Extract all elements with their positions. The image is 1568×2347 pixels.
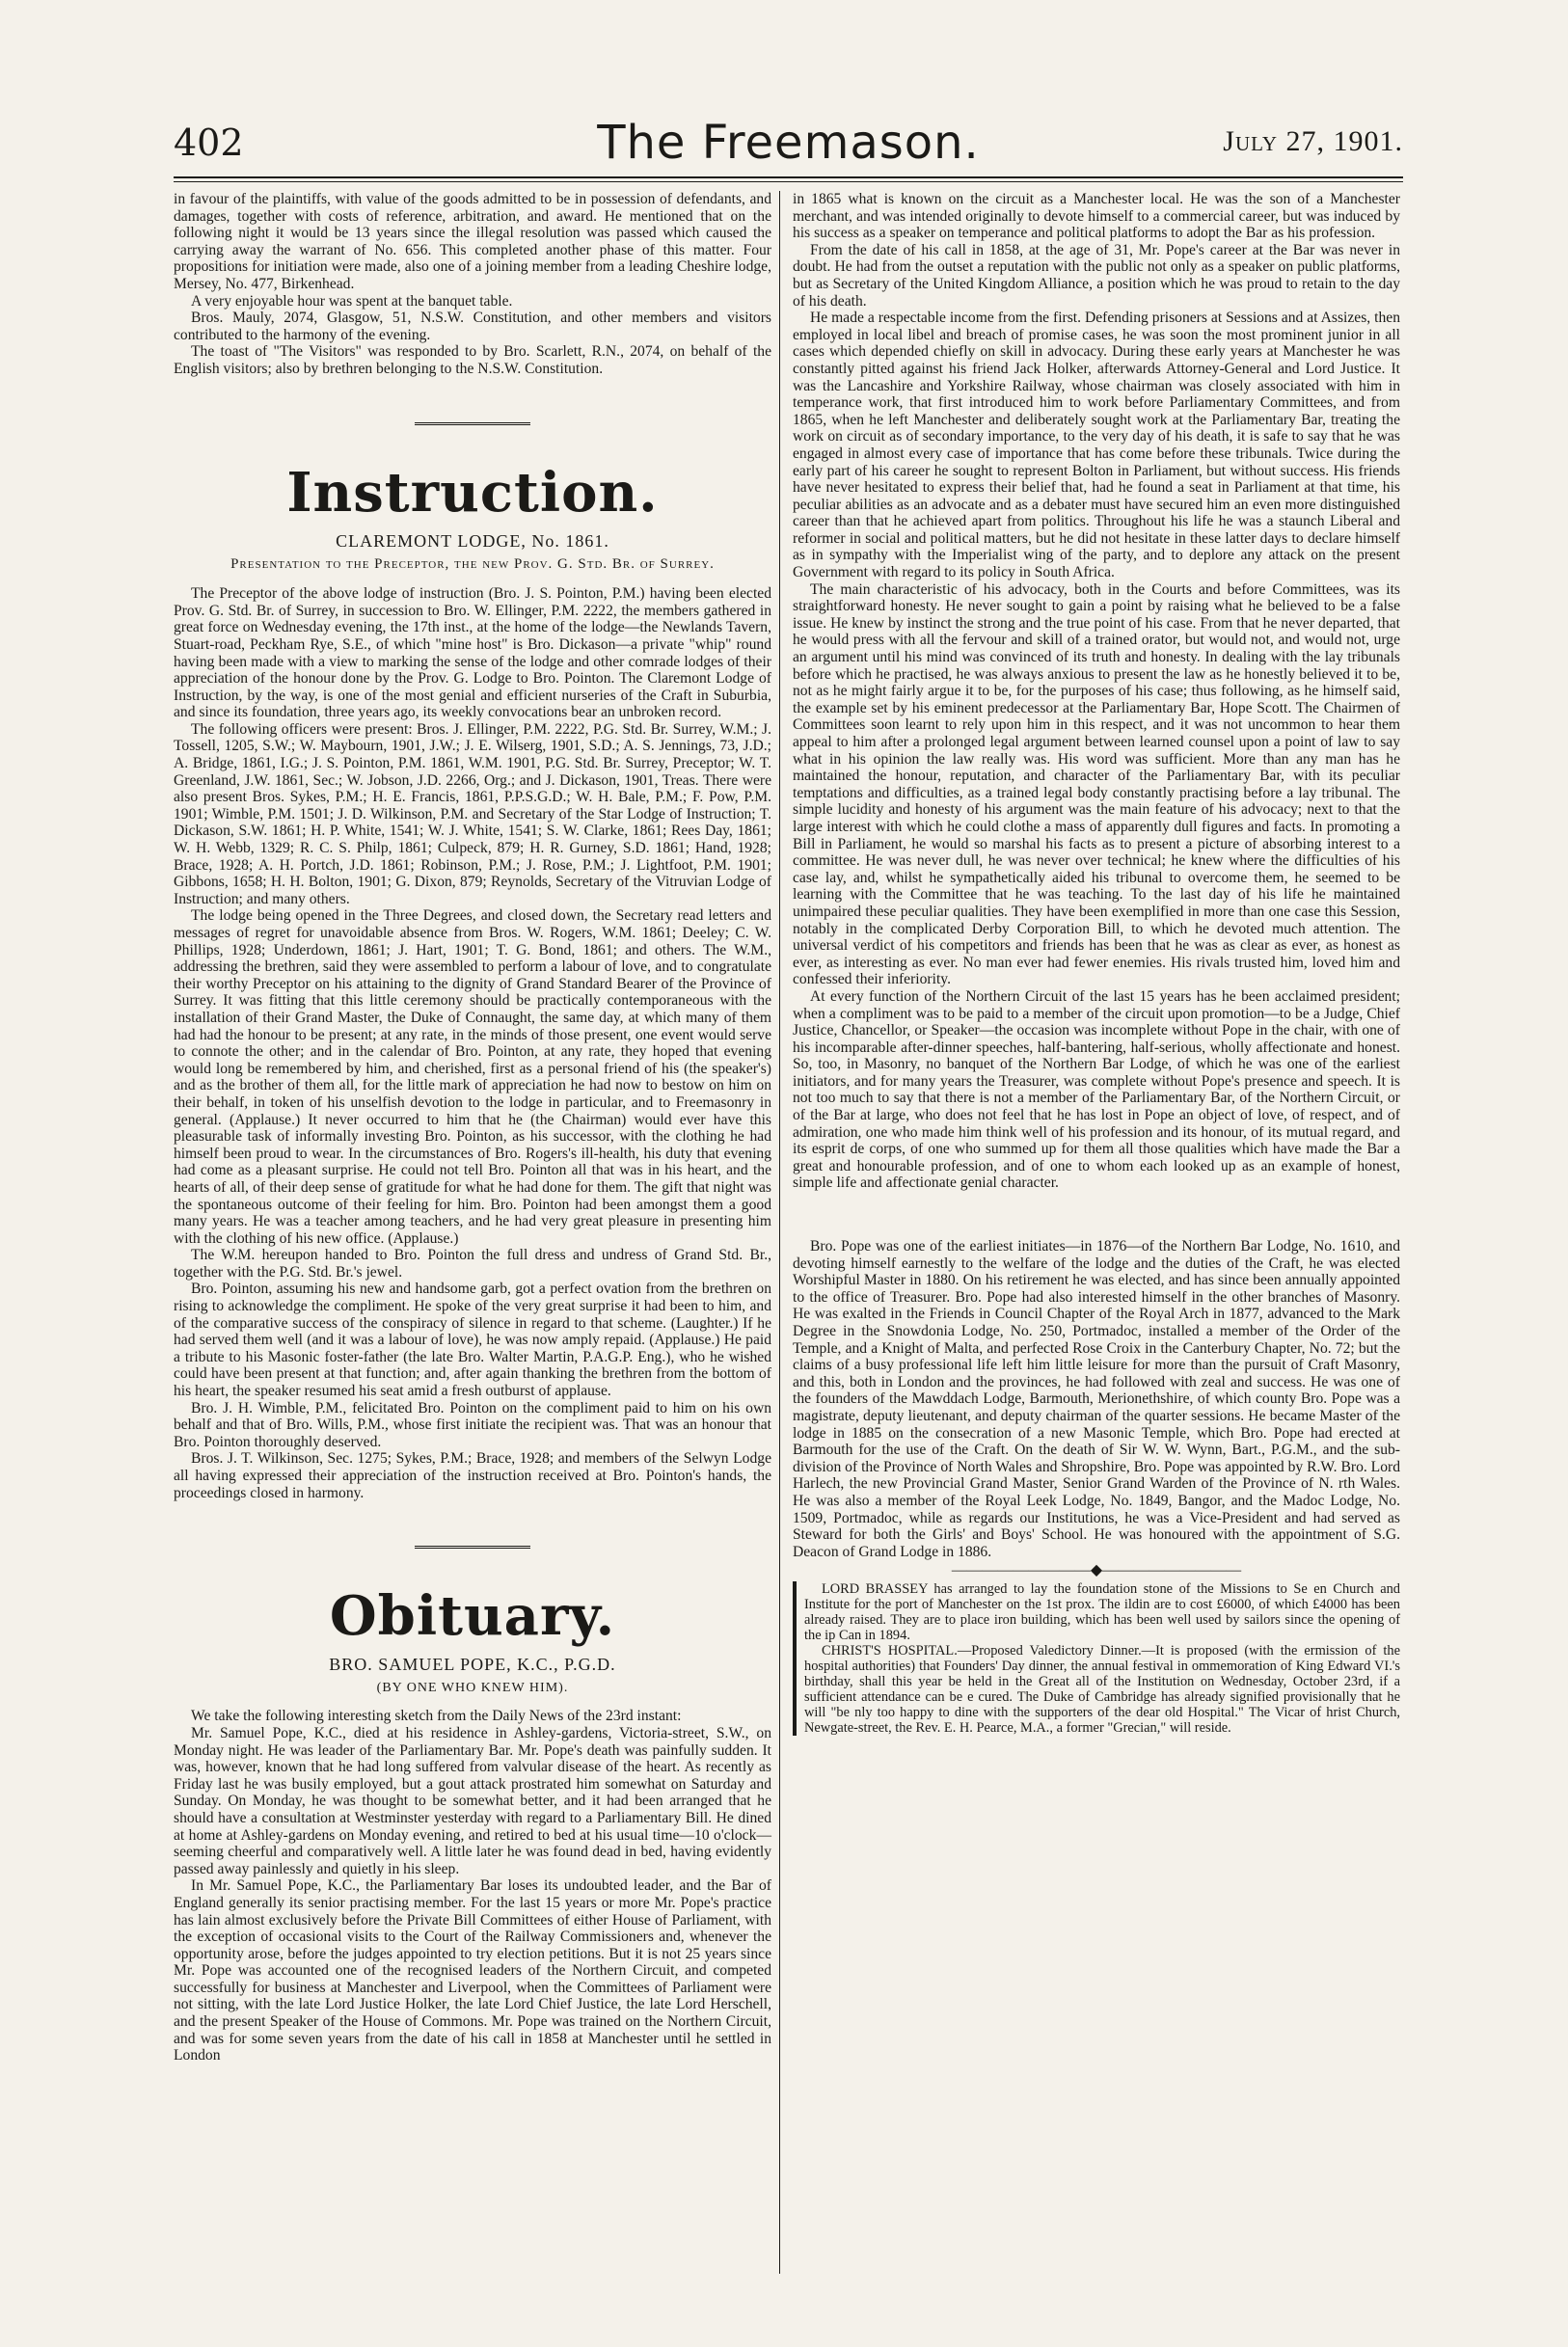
ornament-divider: —————————◆————————— xyxy=(951,1562,1242,1579)
presentation-line: Presentation to the Preceptor, the new Prov. G. Std. Br. of Surrey. xyxy=(230,556,715,573)
notice-paragraph: LORD BRASSEY has arranged to lay the foundation stone of the Missions to Se en Church and Institute for the port of Manchester on the 1st prox. The ildin are to cost £6000, of which £4000 has been already raised. They are to place iron building, which has been well used by sailors since the opening of the ip Can in 1894. xyxy=(804,1580,1400,1643)
paragraph: From the date of his call in 1858, at the age of 31, Mr. Pope's career at the Bar was never in doubt. He had from the outset a reputation with the public not only as a speaker on public platforms, but as Secretary of the United Kingdom Alliance, a position which he was proud to retain to the day of his death. xyxy=(793,241,1400,310)
paragraph: The toast of "The Visitors" was responded to by Bro. Scarlett, R.N., 2074, on behalf of the English visitors; also by brethren belonging to the N.S.W. Constitution. xyxy=(174,343,771,377)
paragraph: A very enjoyable hour was spent at the banquet table. xyxy=(191,292,513,310)
paragraph: Bros. Mauly, 2074, Glasgow, 51, N.S.W. Constitution, and other members and visitors contributed to the harmony of the evening. xyxy=(174,310,771,343)
paragraph: in 1865 what is known on the circuit as a Manchester local. He was the son of a Manchester merchant, and was intended originally to devote himself to a commercial career, but was induced by his success as a speaker on temperance and political platforms to adopt the Bar as his profession. xyxy=(793,191,1400,242)
right-column xyxy=(793,191,1400,1736)
header-rule-thin xyxy=(174,181,1403,182)
column-divider xyxy=(779,191,780,2274)
lodge-line: CLAREMONT LODGE, No. 1861. xyxy=(336,530,609,551)
header-rule xyxy=(174,176,1403,178)
paragraph: Bro. J. H. Wimble, P.M., felicitated Bro. Pointon on the compliment paid to him on his own behalf and that of Bro. Wills, P.M., whose first initiate the recipient was. That was an honour that Bro. Pointon thoroughly deserved. xyxy=(174,1399,771,1450)
page-header xyxy=(174,114,1403,172)
paragraph: Bro. Pointon, assuming his new and handsome garb, got a perfect ovation from the brethren on rising to acknowledge the compliment. He spoke of the very great surprise it had been to him, and of the comparative success of the conspiracy of silence in regard to that scheme. (Laughter.) If he had served them well (and it was a labour of love), he was now amply repaid. (Applause.) He paid a tribute to his Masonic foster-father (the late Bro. Walter Martin, P.A.G.P. Eng.), who he wished could have been present at that function; and, after again thanking the brethren from the bottom of his heart, the speaker resumed his seat amid a fresh outburst of applause. xyxy=(174,1281,771,1400)
paragraph: in favour of the plaintiffs, with value of the goods admitted to be in possession of defendants, and damages, together with costs of reference, arbitration, and award. He mentioned that on the following night it would be 13 years since the illegal resolution was passed which caused the carrying away the warrant of No. 656. This completed another phase of this matter. Four propositions for initiation were made, also one of a joining member from a leading Cheshire lodge, Mersey, No. 477, Birkenhead. xyxy=(174,191,771,292)
section-heading-instruction: Instruction. xyxy=(286,460,659,525)
paragraph: The main characteristic of his advocacy, both in the Courts and before Committees, was its straightforward honesty. He never sought to gain a point by raising what he believed to be a false issue. He knew by instinct the strong and the true point of his case. From that he never departed, that he would press with all the fervour and skill of a trained orator, but would not, and would not, urge an argument until his mind was convinced of its truth and honesty. In dealing with the lay tribunals before which he practised, he was always anxious to present the law as he honestly believed it to be, not as he might fairly argue it to be, for the purposes of his case; thus following, as he himself said, the example set by his eminent predecessor at the Parliamentary Bar, Hope Scott. The Chairmen of Committees soon learnt to rely upon him in this respect, and it was not uncommon to hear them appeal to him after a prolonged legal argument between learned counsel upon a point of law to say what in his opinion the law really was. His word was sufficient. More than any man has he maintained the honour, reputation, and character of the Parliamentary Bar, with its peculiar temptations and difficulties, as a trained legal body constantly practising before a lay tribunal. The simple lucidity and honesty of his argument was the main feature of his advocacy; next to that the large interest with which he could clothe a mass of apparently dull figures and facts. In promoting a Bill in Parliament, he would so marshal his facts as to present a picture of absorbing interest to a committee. He was never dull, he was never over technical; he knew where the difficulties of his case lay, and, whilst he sympathetically aided his tribunal to overcome them, he seemed to be learning with the Committee that he was teaching. To the last day of his life he maintained unimpaired these peculiar qualities. They have been exemplified in more than one case this Session, notably in the complicated Derby Corporation Bill, to which he devoted much attention. The universal verdict of his competitors and friends has been that he was as clear as ever, as honest as ever, as interesting as ever. No man ever had fewer enemies. His rivals trusted him, loved him and confessed their inferiority. xyxy=(793,580,1400,988)
paragraph: The lodge being opened in the Three Degrees, and closed down, the Secretary read letters and messages of regret for unavoidable absence from Bros. W. Rogers, W.M. 1861; Deeley; C. W. Phillips, 1928; Underdown, 1861; J. Hart, 1901; T. G. Bond, 1861; and others. The W.M., addressing the brethren, said they were assembled to perform a labour of love, and to congratulate their worthy Preceptor on his attaining to the dignity of Grand Standard Bearer of the Province of Surrey. It was fitting that this little ceremony should be practically contemporaneous with the installation of their Grand Master, the Duke of Connaught, the same day, at which many of them had had the honour to be present; at any rate, in the minds of those present, one event would serve to connote the other; and in the calendar of Bro. Pointon, at any rate, they hoped that evening would long be remembered by him, and cherished, first as a personal friend of his (the speaker's) and as the brother of them all, for the little mark of appreciation he had now to bestow on him on their behalf, in token of his unselfish devotion to the lodge in particular, and to Freemasonry in general. (Applause.) It never occurred to him that he (the Chairman) would ever have this pleasurable task of informally investing Bro. Pointon, as his successor, with the clothing he had himself been proud to wear. In the circumstances of Bro. Rogers's ill-health, his duty that evening had come as a pleasant surprise. He could not tell Bro. Pointon all that was in his heart, and the hearts of all, of their deep sense of gratitude for what he had done for them. The gift that night was the spontaneous outcome of their feeling for him. Bro. Pointon had been amongst them a good many years. He was a teacher among teachers, and he had very great pleasure in presenting him with the clothing of his new office. (Applause.) xyxy=(174,907,771,1247)
paragraph: The following officers were present: Bros. J. Ellinger, P.M. 2222, P.G. Std. Br. Surrey, W.M.; J. Tossell, 1205, S.W.; W. Maybourn, 1901, J.W.; J. E. Wilserg, 1901, S.D.; A. S. Jennings, 73, J.D.; A. Bridge, 1861, I.G.; J. S. Pointon, P.M. 1861, W.M. 1901, P.G. Std. Br. Surrey, Preceptor; W. T. Greenland, J.W. 1861, Sec.; W. Jobson, J.D. 2266, Org.; and J. Dickason, 1901, Treas. There were also present Bros. Sykes, P.M.; H. E. Francis, 1861, P.P.S.G.D.; W. H. Bale, P.M.; F. Pow, P.M. 1901; Wimble, P.M. 1501; J. D. Wilkinson, P.M. and Secretary of the Star Lodge of Instruction; T. Dickason, S.W. 1861; H. P. White, 1541; W. J. White, 1541; S. W. Clarke, 1861; Rees Day, 1861; W. H. Webb, 1329; R. C. S. Philp, 1861; Culpeck, 879; H. R. Gurney, S.D. 1861; Hand, 1928; Brace, 1928; A. H. Portch, J.D. 1861; Robinson, P.M.; J. Rose, P.M.; J. Lightfoot, P.M. 1901; Gibbons, 1658; H. H. Bolton, 1901; G. Dixon, 879; Reynolds, Secretary of the Vitruvian Lodge of Instruction; and many others. xyxy=(174,720,771,907)
publication-title: The Freemason. xyxy=(597,116,980,170)
page-number: 402 xyxy=(174,121,244,164)
notice-paragraph: CHRIST'S HOSPITAL.—Proposed Valedictory Dinner.—It is proposed (with the ermission of the hospital authorities) that Founders' Day dinner, the annual festival in ommemoration of King Edward VI.'s birthday, shall this year be held in the Great all of the Institution on Wednesday, October 23rd, if a sufficient attendance can be e cured. The Duke of Cambridge has already signified provisionally that he will "be nly too happy to dine with the supporters of the dear old Hospital." The Vicar of hrist Church, Newgate-street, the Rev. E. H. Pearce, M.A., a former "Grecian," will reside. xyxy=(804,1642,1400,1736)
paragraph: The W.M. hereupon handed to Bro. Pointon the full dress and undress of Grand Std. Br., together with the P.G. Std. Br.'s jewel. xyxy=(174,1247,771,1281)
paragraph: Bro. Pope was one of the earliest initiates—in 1876—of the Northern Bar Lodge, No. 1610, and devoting himself earnestly to the welfare of the lodge and the duties of the Craft, he was elected Worshipful Master in 1880. On his retirement he was elected, and has since been annually appointed to the office of Treasurer. Bro. Pope had also interested himself in the other branches of Masonry. He was exalted in the Friends in Council Chapter of the Royal Arch in 1877, advanced to the Mark Degree in the Snowdonia Lodge, No. 250, Portmadoc, installed a member of the Order of the Temple, and a Knight of Malta, and perfected Rose Croix in the Canterbury Chapter, No. 72; but the claims of a busy professional life left him little leisure for more than the pursuit of Craft Masonry, and this, both in London and the provinces, he had followed with zeal and success. He was one of the founders of the Mawddach Lodge, Barmouth, Merionethshire, of which county Bro. Pope was a magistrate, deputy lieutenant, and deputy chairman of the quarter sessions. He became Master of the lodge in 1885 on the consecration of a new Masonic Temple, which Bro. Pope had erected at Barmouth for the use of the Craft. On the death of Sir W. W. Wynn, Bart., P.G.M., and the sub-division of the Province of North Wales and Shropshire, Bro. Pope was appointed by R.W. Bro. Lord Harlech, the new Provincial Grand Master, Senior Grand Warden of the Province of N. rth Wales. He was also a member of the Royal Leek Lodge, No. 1849, Bangor, and the Madoc Lodge, No. 1509, Portmadoc, while as regards our Institutions, he was a Vice-President and had served as Steward for both the Girls' and Boys' School. He was honoured with the appointment of S.G. Deacon of Grand Lodge in 1886. xyxy=(793,1238,1400,1560)
paragraph: We take the following interesting sketch from the Daily News of the 23rd instant: xyxy=(191,1708,682,1725)
section-heading-obituary: Obituary. xyxy=(329,1584,616,1649)
notices xyxy=(793,1581,1400,1736)
paragraph: At every function of the Northern Circuit of the last 15 years has he been acclaimed president; when a compliment was to be paid to a member of the circuit upon promotion—to be a Judge, Chief Justice, Chancellor, or Speaker—the occasion was incomplete without Pope in the chair, with one of his incomparable after-dinner speeches, half-bantering, half-serious, wholly affectionate and honest. So, too, in Masonry, no banquet of the Northern Bar Lodge, of which he was one of the earliest initiators, and for many years the Treasurer, was complete without Pope's presence and speech. It is not too much to say that there is not a member of the Parliamentary Bar, of the Northern Circuit, or of the Bar at large, who does not feel that he has lost in Pope an object of love, of respect, and of admiration, one who made him think well of his profession and its honour, of its mutual regard, and its esprit de corps, of one who summed up for them all those qualities which have made the Bar a great and honourable profession, and of one to whom each looked up as an example of honest, simple life and affectionate genial character. xyxy=(793,987,1400,1192)
paragraph: He made a respectable income from the first. Defending prisoners at Sessions and at Assizes, then employed in local libel and breach of promise cases, he was soon the most prominent junior in all cases which depended chiefly on skill in advocacy. During these early years at Manchester he was constantly pitted against his friend Jack Holker, afterwards Attorney-General and Lord Justice. It was the Lancashire and Yorkshire Railway, whose chairman was closely associated with him in temperance work, that first introduced him to work before Parliamentary Committees, and from 1865, when he left Manchester and deliberately sought work at the Parliamentary Bar, treating the work on circuit as of secondary importance, to the very day of his death, it is safe to say that he was engaged in almost every case of importance that has come before these tribunals. Twice during the early part of his career he sought to represent Bolton in Parliament, but without success. His friends have never hesitated to express their belief that, had he found a seat in Parliament at that time, his peculiar abilities as an advocate and as a debater must have secured him an even more distinguished career than that he achieved apart from politics. Throughout his life he was a staunch Liberal and reformer in social and political matters, but he did not hesitate in these latter days to declare himself as in sympathy with the Imperialist wing of the party, and to deplore any attack on the present Government with regard to its policy in South Africa. xyxy=(793,310,1400,581)
paragraph: In Mr. Samuel Pope, K.C., the Parliamentary Bar loses its undoubted leader, and the Bar of England generally its senior practising member. For the last 15 years or more Mr. Pope's practice has lain almost exclusively before the Private Bill Committees of either House of Parliament, with the exception of occasional visits to the Court of the Railway Commissioners and, whenever the opportunity arose, before the judges appointed to try election petitions. But it is not 25 years since Mr. Pope was accounted one of the recognised leaders of the Northern Circuit, and competed successfully for business at Manchester and Liverpool, when the Committees of Parliament were not sitting, with the late Lord Justice Holker, the late Lord Chief Justice, the late Lord Herschell, and the present Speaker of the House of Commons. Mr. Pope was trained on the Northern Circuit, and was for some seven years from the date of his call in 1858 at Manchester until he settled in London xyxy=(174,1877,771,2064)
paragraph: The Preceptor of the above lodge of instruction (Bro. J. S. Pointon, P.M.) having been elected Prov. G. Std. Br. of Surrey, in succession to Bro. W. Ellinger, P.M. 2222, the members gathered in great force on Wednesday evening, the 17th inst., at the home of the lodge—the Newlands Tavern, Stuart-road, Peckham Rye, S.E., of which "mine host" is Bro. Dickason—a private "whip" round having been made with a view to marking the sense of the lodge and other comrade lodges of their appreciation of the honour done by the Prov. G. Lodge to Bro. Pointon. The Claremont Lodge of Instruction, by the way, is one of the most genial and efficient nurseries of the Craft in Suburbia, and since its foundation, three years ago, its weekly convocations bear an unbroken record. xyxy=(174,585,771,721)
section-divider xyxy=(415,422,530,425)
section-divider xyxy=(415,1546,530,1549)
paragraph: Bros. J. T. Wilkinson, Sec. 1275; Sykes, P.M.; Brace, 1928; and members of the Selwyn Lodge all having expressed their appreciation of the instruction received at Bro. Pointon's hands, the proceedings closed in harmony. xyxy=(174,1450,771,1501)
left-column xyxy=(174,191,771,2064)
paragraph: Mr. Samuel Pope, K.C., died at his residence in Ashley-gardens, Victoria-street, S.W., on Monday night. He was leader of the Parliamentary Bar. Mr. Pope's death was painfully sudden. It was, however, known that he had long suffered from valvular disease of the heart. As recently as Friday last he was busily employed, but a gout attack prostrated him somewhat on Saturday and Sunday. On Monday, he was thought to be somewhat better, and it had been arranged that he should have a consultation at Westminster yesterday with regard to a Parliamentary Bill. He dined at home at Ashley-gardens on Monday evening, and retired to bed at his usual time—10 o'clock—seeming cheerful and comparatively well. A little later he was found dead in bed, having evidently passed away painlessly and quietly in his sleep. xyxy=(174,1724,771,1877)
obituary-byline: (BY ONE WHO KNEW HIM). xyxy=(376,1680,569,1695)
issue-date: July 27, 1901. xyxy=(1223,125,1403,157)
obituary-name: BRO. SAMUEL POPE, K.C., P.G.D. xyxy=(329,1655,616,1675)
